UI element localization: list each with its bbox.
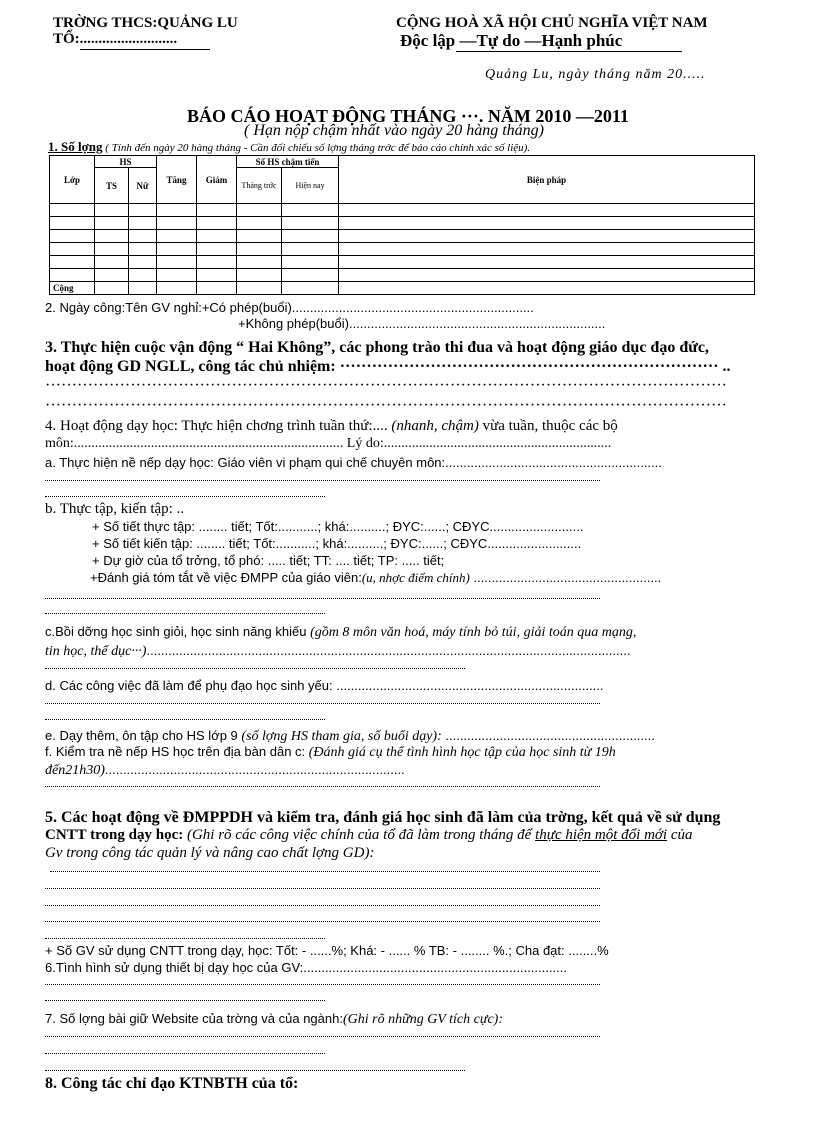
section-e-dots: .......................................................... — [441, 728, 655, 743]
dotted-line — [45, 598, 600, 599]
group-label: TỔ:.......................... — [53, 31, 178, 47]
col-nu: Nữ — [129, 168, 157, 204]
dotted-line — [45, 1053, 325, 1054]
section-d-line: d. Các công việc đã làm để phụ đạo học sinh yếu: .......................................................................... — [45, 678, 604, 693]
section-4-italic: (nhanh, chậm) — [391, 418, 479, 434]
section-2-line1: 2. Ngày công:Tên GV nghỉ:+Có phép(buổi)................................................................... — [45, 300, 534, 315]
table-row — [50, 204, 755, 217]
section-2-line2: +Không phép(buổi)....................................................................... — [238, 316, 606, 331]
col-lop: Lớp — [50, 156, 95, 204]
table-total-row — [50, 282, 755, 295]
section-f-italic2: đến21h30) — [45, 763, 105, 778]
dotted-line — [45, 1036, 600, 1037]
student-count-table — [49, 155, 755, 295]
dotted-line — [45, 480, 600, 481]
section-7-main: 7. Số lợng bài giữ Website của trờng và của ngành: — [45, 1011, 343, 1026]
dotted-line — [45, 905, 600, 906]
section-4-rest: Thực hiện chơng trình tuần thứ:.... — [177, 418, 392, 434]
section-f-italic: (Đánh giá cụ thể tình hình học tập của học sinh từ 19h — [308, 745, 616, 760]
nation-title: CỘNG HOÀ XÃ HỘI CHỦ NGHĨA VIỆT NAM — [396, 15, 708, 31]
section-4-heading: 4. Hoạt động dạy học: — [45, 418, 178, 434]
section-5-line2-underlined: thực hiện một đổi mới — [535, 827, 668, 843]
col-giam: Giảm — [197, 156, 237, 204]
section-b-line3: + Dự giờ của tổ trởng, tổ phó: ..... tiết; TT: .... tiết; TP: ..... tiết; — [92, 553, 445, 568]
section-5-line2-end: của — [667, 827, 693, 843]
section-1-note: ( Tính đến ngày 20 hàng tháng - Cần đối chiếu số lợng tháng trớc để báo cáo chính xác số liệu). — [102, 142, 531, 154]
school-name: TRỜNG THCS:QUẢNG LU — [53, 15, 238, 31]
section-8-line: 8. Công tác chỉ đạo KTNBTH của tổ: — [45, 1075, 299, 1092]
section-f-line2 — [45, 762, 405, 779]
dotted-line — [45, 786, 600, 787]
section-c-italic2: tin học, thể dục···) — [45, 644, 147, 659]
col-cham-tien: Số HS chậm tiến — [237, 156, 339, 168]
dotted-line — [45, 496, 325, 497]
group-underline — [80, 49, 210, 50]
section-3-line2: hoạt động GD NGLL, công tác chủ nhiệm: ······································································· .. — [45, 358, 731, 375]
section-c-dots: ...................................................................................................................................... — [146, 643, 631, 658]
total-label: Cộng — [50, 282, 95, 295]
section-b-line4-main: +Đánh giá tóm tắt về việc ĐMPP của giáo viên: — [90, 570, 362, 585]
dotted-line — [45, 1000, 325, 1001]
section-b-heading: b. Thực tập, kiến tập: .. — [45, 501, 185, 517]
section-7-line — [45, 1011, 503, 1028]
section-4a-line: a. Thực hiện nề nếp dạy học: Giáo viên vi phạm qui chế chuyên môn:............................................................ — [45, 455, 662, 470]
section-e-line — [45, 728, 655, 745]
dotted-line — [45, 613, 325, 614]
section-5-line3: Gv trong công tác quản lý và nâng cao chất lợng GD): — [45, 845, 375, 861]
col-hs: HS — [95, 156, 157, 168]
dotted-line — [45, 1070, 465, 1071]
section-4-line2: môn:............................................................................. Lý do:................................................................. — [45, 436, 612, 451]
dotted-line — [45, 668, 465, 669]
place-date: Quảng Lu, ngày tháng năm 20..... — [485, 67, 706, 82]
section-7-italic: (Ghi rõ những GV tích cực): — [342, 1012, 504, 1027]
dotted-line — [45, 888, 600, 889]
section-e-italic: (số lợng HS tham gia, số buổi dạy): — [241, 729, 442, 744]
dotted-line — [45, 921, 600, 922]
section-e-main: e. Dạy thêm, ôn tập cho HS lớp 9 — [45, 728, 242, 743]
section-c-main: c.Bồi dỡng học sinh giỏi, học sinh năng khiếu — [45, 624, 311, 639]
dotted-line — [45, 984, 600, 985]
dotted-line — [50, 871, 600, 872]
section-b-line4-dots: .................................................... — [469, 570, 662, 585]
table-row — [50, 256, 755, 269]
section-4-end: vừa tuần, thuộc các bộ — [478, 418, 618, 434]
section-3-line3: ································································································································ — [45, 377, 727, 394]
section-f-line1 — [45, 744, 616, 761]
section-c-line2 — [45, 643, 630, 660]
deadline-note: ( Hạn nộp chậm nhất vào ngày 20 hàng tháng) — [244, 122, 544, 139]
col-ts: TS — [95, 168, 129, 204]
section-c-line1 — [45, 624, 636, 641]
col-tang: Tăng — [157, 156, 197, 204]
table-row — [50, 269, 755, 282]
section-6-line: 6.Tình hình sử dụng thiết bị dạy học của GV:......................................................................... — [45, 960, 567, 975]
section-5-line2-italic: (Ghi rõ các công việc chính của tổ đã làm trong tháng để — [186, 827, 536, 843]
section-b-line4 — [90, 570, 661, 586]
section-3-line1: 3. Thực hiện cuộc vận động “ Hai Không”, các phong trào thi đua và hoạt động giáo dục đạo đức, — [45, 339, 709, 356]
section-1-title: 1. Số lợng — [48, 139, 103, 154]
section-b-line2: + Số tiết kiến tập: ........ tiết; Tốt:...........; khá:..........; ĐYC:......; CĐYC.......................... — [92, 536, 582, 551]
section-c-italic: (gồm 8 môn văn hoá, máy tính bỏ túi, giải toán qua mạng, — [310, 625, 637, 640]
motto-underline — [456, 51, 682, 52]
section-4-line1 — [45, 418, 618, 435]
dotted-line — [45, 703, 600, 704]
table-row — [50, 230, 755, 243]
dotted-line — [45, 719, 325, 720]
dotted-line — [45, 938, 325, 939]
report-title: BÁO CÁO HOẠT ĐỘNG THÁNG ···. NĂM 2010 —2011 — [187, 106, 629, 126]
cntt-line: + Số GV sử dụng CNTT trong dạy, học: Tốt: - ......%; Khá: - ...... % TB: - ........ %.; Cha đạt: ........% — [45, 943, 609, 958]
motto: Độc lập —Tự do —Hạnh phúc — [400, 31, 623, 50]
col-bien-phap: Biện pháp — [339, 156, 755, 204]
col-hien-nay: Hiện nay — [282, 168, 339, 204]
section-5-line2 — [45, 827, 693, 844]
section-f-main: f. Kiểm tra nề nếp HS học trên địa bàn dân c: — [45, 744, 309, 759]
col-thang-truoc: Tháng trớc — [237, 168, 282, 204]
section-3-line4: ································································································································ — [45, 397, 727, 414]
section-b-line4-italic: (u, nhợc điểm chính) — [361, 570, 470, 585]
section-b-line1: + Số tiết thực tập: ........ tiết; Tốt:...........; khá:..........; ĐYC:......; CĐYC.......................... — [92, 519, 584, 534]
table-row — [50, 217, 755, 230]
section-f-dots: ................................................................................... — [104, 762, 405, 777]
table-row — [50, 243, 755, 256]
section-1-heading — [48, 139, 530, 155]
section-5-line2-main: CNTT trong dạy học: — [45, 827, 187, 843]
section-5-line1: 5. Các hoạt động về ĐMPPDH và kiểm tra, đánh giá học sinh đã làm của trờng, kết quả về sử dụng — [45, 809, 721, 826]
